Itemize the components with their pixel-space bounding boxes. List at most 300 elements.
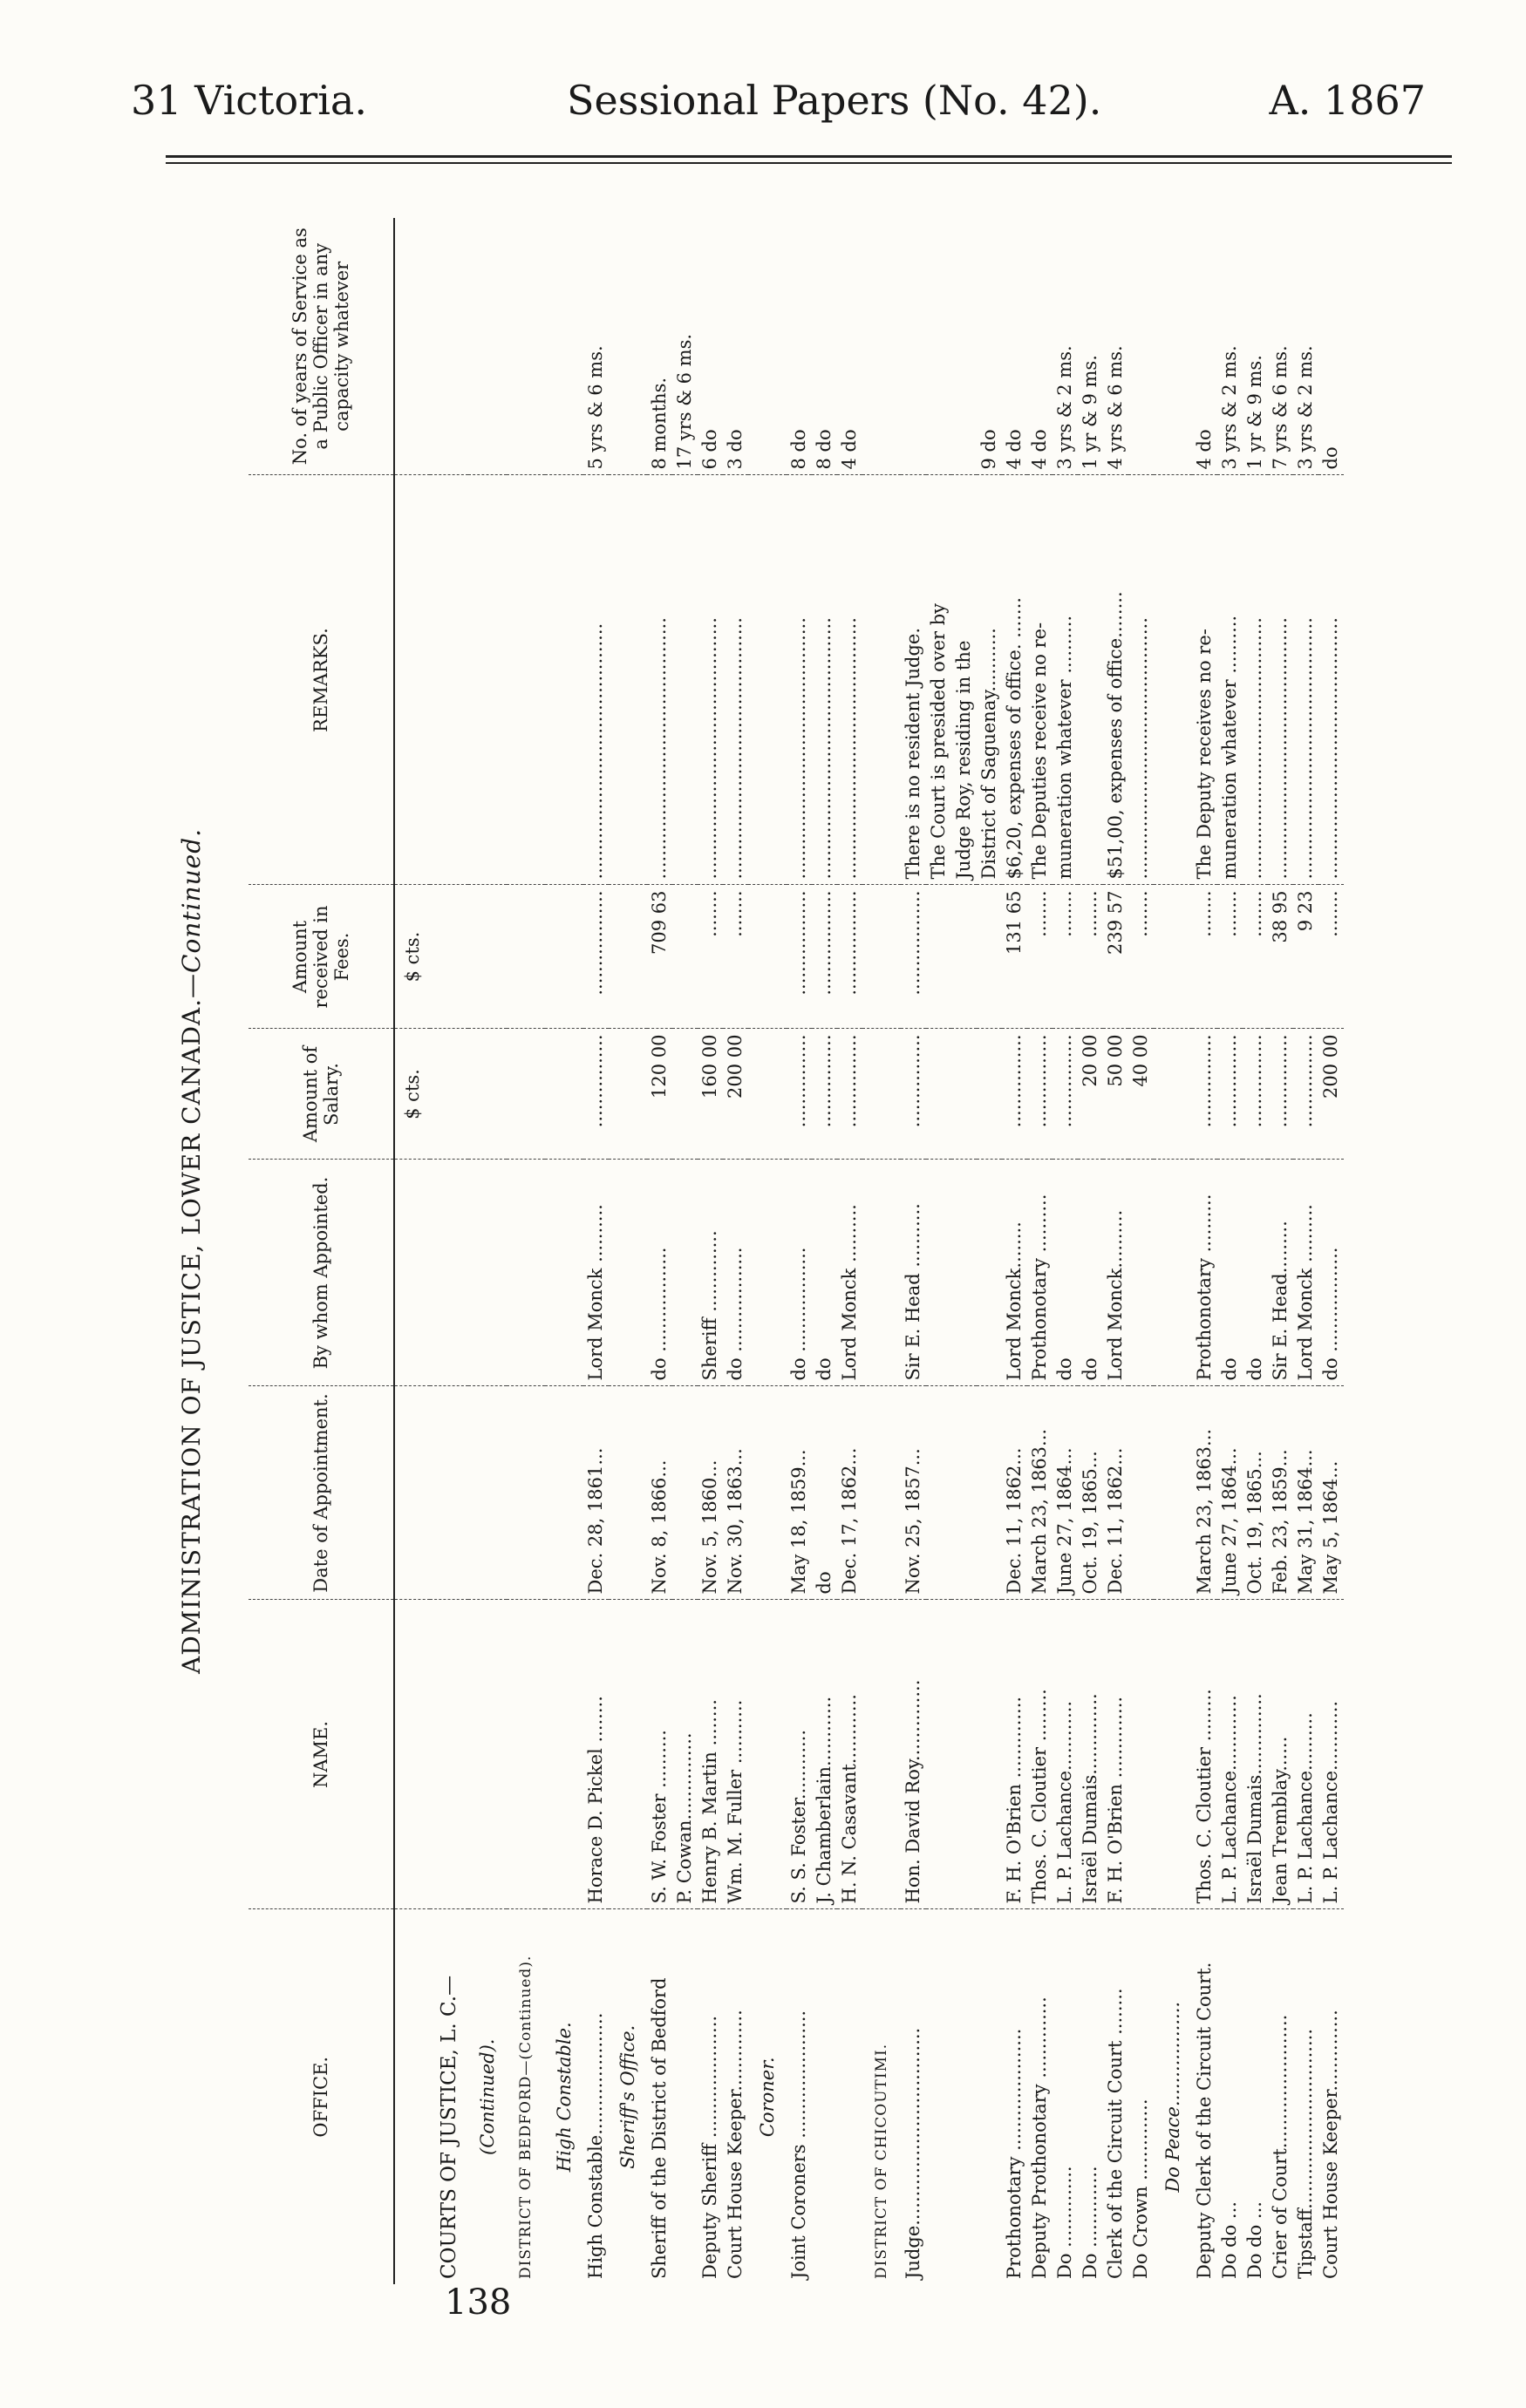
cell-name: L. P. Lachance.......... (1293, 1600, 1318, 1909)
cell-salary: ................ (1243, 1029, 1268, 1160)
cell-date: March 23, 1863... (1192, 1386, 1217, 1600)
cell-remarks (468, 475, 507, 885)
cell-years: 3 do (725, 429, 746, 470)
cell-by: Lord Monck.......... (1103, 1160, 1128, 1386)
cell-by: do (1053, 1160, 1078, 1386)
table-row (1268, 218, 1293, 2284)
table-row (1027, 218, 1053, 2284)
cell-name (545, 1600, 583, 1909)
cell-remarks: Judge Roy, residing in the (951, 475, 977, 885)
cell-fees (468, 885, 507, 1029)
cell-salary: ................ (812, 1029, 837, 1160)
cell-remarks: District of Saguenay........... (977, 475, 1002, 885)
col-fees: Amount received in Fees. (249, 885, 394, 1029)
cell-fees (1154, 885, 1192, 1029)
cell-by (951, 1160, 977, 1386)
table-row (1128, 218, 1154, 2284)
cell-by (977, 1160, 1002, 1386)
cell-name: L. P. Lachance............ (1053, 1600, 1078, 1909)
cell-years: 3 yrs & 2 ms. (1219, 345, 1240, 470)
cell-fees: ........ (1053, 885, 1078, 1029)
header-left: 31 Victoria. (131, 77, 367, 124)
cell-salary: 40 00 (1128, 1029, 1154, 1160)
cell-fees: 709 63 (647, 885, 672, 1029)
cell-remarks: muneration whatever .......... (1217, 475, 1243, 885)
cell-by: do .................. (647, 1160, 672, 1386)
table-row (926, 218, 951, 2284)
cell-fees: ........ (1217, 885, 1243, 1029)
cell-name: Israël Dumais.............. (1243, 1600, 1268, 1909)
table-row (748, 218, 787, 2284)
table-row (647, 218, 672, 2284)
cell-fees: .................. (837, 885, 862, 1029)
cell-by (609, 1160, 647, 1386)
cell-years (609, 218, 647, 475)
cell-by: Prothonotary .......... (1027, 1160, 1053, 1386)
table-row (1154, 218, 1192, 2284)
cell-office (812, 1909, 837, 2284)
cell-years: 4 do (1194, 429, 1215, 470)
cell-name (430, 1600, 468, 1909)
table-row (1318, 218, 1344, 2284)
cell-office (837, 1909, 862, 2284)
table-row (1217, 218, 1243, 2284)
cell-date: do (812, 1386, 837, 1600)
justice-table (249, 218, 1344, 2284)
cell-office: Tipstaff............................... (1293, 1909, 1318, 2284)
cell-salary (748, 1029, 787, 1160)
cell-salary: ................ (1192, 1029, 1217, 1160)
header-center: Sessional Papers (No. 42). (567, 77, 1102, 124)
cell-fees (430, 885, 468, 1029)
cell-remarks (545, 475, 583, 885)
cell-office: High Constable..................... (583, 1909, 609, 2284)
cell-years (430, 218, 468, 475)
cell-years: 3 yrs & 2 ms. (1054, 345, 1075, 470)
cell-remarks (672, 475, 698, 885)
table-row (1103, 218, 1128, 2284)
cell-date: Nov. 25, 1857... (901, 1386, 926, 1600)
cell-office: Judge.................................. (901, 1909, 926, 2284)
cell-fees: .................. (583, 885, 609, 1029)
table-row (1243, 218, 1268, 2284)
cell-salary: ................ (1053, 1029, 1078, 1160)
cell-salary: ................ (787, 1029, 812, 1160)
cell-name: S. W. Foster .......... (647, 1600, 672, 1909)
cell-date: May 31, 1864... (1293, 1386, 1318, 1600)
cell-salary: ................ (837, 1029, 862, 1160)
cell-office: Do do ... (1243, 1909, 1268, 2284)
cell-by: do .................. (1318, 1160, 1344, 1386)
cell-name: F. H. O'Brien .............. (1002, 1600, 1027, 1909)
cell-remarks: muneration whatever .......... (1053, 475, 1078, 885)
cell-remarks: The Deputy receives no re- (1192, 475, 1217, 885)
cell-name: S. S. Foster............ (787, 1600, 812, 1909)
cell-years (507, 218, 545, 475)
caption-main: ADMINISTRATION OF JUSTICE, LOWER CANADA.— (177, 972, 206, 1675)
cell-date: Dec. 17, 1862... (837, 1386, 862, 1600)
table-row (977, 218, 1002, 2284)
table-row (609, 218, 647, 2284)
cell-years: 9 do (978, 429, 999, 470)
cell-fees: .................. (812, 885, 837, 1029)
cell-years (1154, 218, 1192, 475)
cell-remarks: $6,20, expenses of office. ....... (1002, 475, 1027, 885)
cell-years: 4 do (1004, 429, 1025, 470)
cell-date: Dec. 11, 1862... (1103, 1386, 1128, 1600)
fees-unit: $ cts. (394, 885, 430, 1029)
cell-remarks: ............................................. (812, 475, 837, 885)
cell-salary: ................ (583, 1029, 609, 1160)
cell-name (1128, 1600, 1154, 1909)
cell-office: Do do ... (1217, 1909, 1243, 2284)
cell-fees: 9 23 (1293, 885, 1318, 1029)
cell-years: 6 do (699, 429, 720, 470)
cell-remarks (748, 475, 787, 885)
table-row (1192, 218, 1217, 2284)
cell-years (545, 218, 583, 475)
table-body (394, 218, 1344, 2284)
cell-years: 8 do (788, 429, 809, 470)
cell-fees (862, 885, 901, 1029)
cell-name: Jean Tremblay...... (1268, 1600, 1293, 1909)
cell-name: Wm. M. Fuller ........... (723, 1600, 748, 1909)
top-rule-thin (166, 162, 1452, 164)
cell-years: 4 do (839, 429, 860, 470)
table-row (1002, 218, 1027, 2284)
cell-salary (1154, 1029, 1192, 1160)
cell-remarks: ............................................. (723, 475, 748, 885)
cell-office: COURTS OF JUSTICE, L. C.— (430, 1909, 468, 2284)
cell-office: Do .............. (1053, 1909, 1078, 2284)
cell-fees: ........ (1027, 885, 1053, 1029)
rotated-table-region (166, 218, 1452, 2284)
cell-office: Court House Keeper.............. (723, 1909, 748, 2284)
cell-years (862, 218, 901, 475)
cell-remarks: ............................................ (583, 475, 609, 885)
cell-date (545, 1386, 583, 1600)
table-row (1053, 218, 1078, 2284)
cell-by: Lord Monck .......... (837, 1160, 862, 1386)
cell-office: DISTRICT OF CHICOUTIMI. (862, 1909, 901, 2284)
cell-salary (951, 1029, 977, 1160)
cell-by: do (812, 1160, 837, 1386)
table-row (787, 218, 812, 2284)
cell-name (926, 1600, 951, 1909)
cell-name: Henry B. Martin ........ (698, 1600, 723, 1909)
cell-office (977, 1909, 1002, 2284)
cell-remarks: The Deputies receive no re- (1027, 475, 1053, 885)
cell-by: Prothonotary .......... (1192, 1160, 1217, 1386)
cell-remarks: ............................................. (1318, 475, 1344, 885)
cell-fees: ........ (698, 885, 723, 1029)
cell-years: 1 yr & 9 ms. (1080, 355, 1100, 470)
cell-name (609, 1600, 647, 1909)
cell-office: Clerk of the Circuit Court ........ (1103, 1909, 1128, 2284)
cell-salary (609, 1029, 647, 1160)
cell-years: 4 yrs & 6 ms. (1105, 345, 1126, 470)
cell-by (1154, 1160, 1192, 1386)
table-row (468, 218, 507, 2284)
cell-by (862, 1160, 901, 1386)
cell-years: 1 yr & 9 ms. (1244, 355, 1265, 470)
cell-name: F. H. O'Brien .............. (1103, 1600, 1128, 1909)
cell-name: L. P. Lachance............ (1318, 1600, 1344, 1909)
cell-by (468, 1160, 507, 1386)
cell-fees: .................. (901, 885, 926, 1029)
cell-remarks (609, 475, 647, 885)
cell-salary (672, 1029, 698, 1160)
cell-name (507, 1600, 545, 1909)
cell-salary (862, 1029, 901, 1160)
cell-salary (926, 1029, 951, 1160)
cell-by: Sheriff .............. (698, 1160, 723, 1386)
cell-office (951, 1909, 977, 2284)
cell-fees: 239 57 (1103, 885, 1128, 1029)
cell-fees (609, 885, 647, 1029)
cell-fees: .................. (787, 885, 812, 1029)
cell-office: (Continued). (468, 1909, 507, 2284)
cell-fees (748, 885, 787, 1029)
cell-by (507, 1160, 545, 1386)
cell-office: Do Peace.................. (1154, 1909, 1192, 2284)
cell-date (977, 1386, 1002, 1600)
cell-office: Deputy Prothonotary .............. (1027, 1909, 1053, 2284)
cell-name: Thos. C. Cloutier ......... (1027, 1600, 1053, 1909)
cell-by (1128, 1160, 1154, 1386)
cell-date (672, 1386, 698, 1600)
cell-date (609, 1386, 647, 1600)
cell-by (545, 1160, 583, 1386)
cell-remarks: ............................................. (647, 475, 672, 885)
cell-date (507, 1386, 545, 1600)
cell-salary: 200 00 (723, 1029, 748, 1160)
cell-salary (468, 1029, 507, 1160)
cell-remarks (862, 475, 901, 885)
cell-date: Oct. 19, 1865... (1078, 1386, 1103, 1600)
cell-name (468, 1600, 507, 1909)
cell-date (951, 1386, 977, 1600)
cell-salary: 50 00 (1103, 1029, 1128, 1160)
cell-date (748, 1386, 787, 1600)
cell-date (1154, 1386, 1192, 1600)
table-row (901, 218, 926, 2284)
cell-years (1128, 218, 1154, 475)
table-row (583, 218, 609, 2284)
page-number: 138 (445, 2282, 512, 2323)
col-date: Date of Appointment. (249, 1386, 394, 1600)
cell-years: 5 yrs & 6 ms. (585, 345, 606, 470)
cell-name (977, 1600, 1002, 1909)
col-office: OFFICE. (249, 1909, 394, 2284)
cell-salary: ................ (1027, 1029, 1053, 1160)
cell-remarks: ............................................. (837, 475, 862, 885)
cell-name: Hon. David Roy.............. (901, 1600, 926, 1909)
cell-remarks (507, 475, 545, 885)
cell-by: Sir E. Head ........... (901, 1160, 926, 1386)
col-by-whom: By whom Appointed. (249, 1160, 394, 1386)
cell-remarks: ............................................. (1128, 475, 1154, 885)
table-caption (166, 218, 218, 2284)
cell-salary (507, 1029, 545, 1160)
cell-office: Court House Keeper.............. (1318, 1909, 1344, 2284)
cell-salary (545, 1029, 583, 1160)
cell-date (468, 1386, 507, 1600)
units-row (394, 218, 430, 2284)
cell-office: Coroner. (748, 1909, 787, 2284)
cell-salary: ................ (901, 1029, 926, 1160)
table-row (1078, 218, 1103, 2284)
cell-office: Deputy Sheriff ..................... (698, 1909, 723, 2284)
table-row (507, 218, 545, 2284)
cell-fees: ........ (1078, 885, 1103, 1029)
cell-fees: 131 65 (1002, 885, 1027, 1029)
table-row (812, 218, 837, 2284)
table-row (1293, 218, 1318, 2284)
cell-by: do (1217, 1160, 1243, 1386)
cell-years (748, 218, 787, 475)
cell-office: Crier of Court....................... (1268, 1909, 1293, 2284)
cell-name (951, 1600, 977, 1909)
cell-remarks: The Court is presided over by (926, 475, 951, 885)
table-row (862, 218, 901, 2284)
cell-years (468, 218, 507, 475)
col-remarks: REMARKS. (249, 475, 394, 885)
cell-by (672, 1160, 698, 1386)
cell-salary: ................ (1217, 1029, 1243, 1160)
cell-years: do (1320, 446, 1341, 470)
cell-remarks: ............................................. (698, 475, 723, 885)
cell-remarks (430, 475, 468, 885)
top-rule (166, 155, 1452, 158)
cell-salary: ................ (1002, 1029, 1027, 1160)
cell-by: do (1078, 1160, 1103, 1386)
cell-fees (951, 885, 977, 1029)
cell-date (926, 1386, 951, 1600)
cell-date (430, 1386, 468, 1600)
cell-office (672, 1909, 698, 2284)
cell-name: H. N. Casavant............ (837, 1600, 862, 1909)
col-salary: Amount of Salary. (249, 1029, 394, 1160)
cell-years: 4 do (1029, 429, 1050, 470)
table-row (837, 218, 862, 2284)
cell-salary: 200 00 (1318, 1029, 1344, 1160)
cell-office: High Constable. (545, 1909, 583, 2284)
cell-office: Sheriff of the District of Bedford (647, 1909, 672, 2284)
cell-years: 8 months. (649, 377, 670, 470)
cell-remarks: There is no resident Judge. (901, 475, 926, 885)
cell-fees (926, 885, 951, 1029)
cell-fees (545, 885, 583, 1029)
cell-office: Prothonotary ..................... (1002, 1909, 1027, 2284)
cell-by (926, 1160, 951, 1386)
table-row (672, 218, 698, 2284)
cell-name: Israël Dumais.............. (1078, 1600, 1103, 1909)
table-row (698, 218, 723, 2284)
cell-remarks: ............................................. (1293, 475, 1318, 885)
cell-date: May 5, 1864... (1318, 1386, 1344, 1600)
cell-fees (672, 885, 698, 1029)
cell-date: Nov. 30, 1863... (723, 1386, 748, 1600)
cell-office: Do Crown .............. (1128, 1909, 1154, 2284)
cell-name: Thos. C. Cloutier ......... (1192, 1600, 1217, 1909)
cell-office: Sheriff's Office. (609, 1909, 647, 2284)
cell-name: J. Chamberlain............ (812, 1600, 837, 1909)
cell-fees (507, 885, 545, 1029)
cell-salary: 120 00 (647, 1029, 672, 1160)
caption-continued: Continued. (177, 827, 206, 973)
cell-name: P. Cowan............... (672, 1600, 698, 1909)
header-right: A. 1867 (1269, 77, 1426, 124)
cell-by (748, 1160, 787, 1386)
cell-date: Dec. 28, 1861... (583, 1386, 609, 1600)
cell-date: Nov. 5, 1860... (698, 1386, 723, 1600)
cell-name: L. P. Lachance............. (1217, 1600, 1243, 1909)
cell-fees: 38 95 (1268, 885, 1293, 1029)
cell-years: 3 yrs & 2 ms. (1295, 345, 1316, 470)
cell-salary (430, 1029, 468, 1160)
cell-office: Deputy Clerk of the Circuit Court. (1192, 1909, 1217, 2284)
cell-years (951, 218, 977, 475)
cell-date: Nov. 8, 1866... (647, 1386, 672, 1600)
cell-name (1154, 1600, 1192, 1909)
cell-date: Feb. 23, 1859... (1268, 1386, 1293, 1600)
cell-fees: ........ (1128, 885, 1154, 1029)
cell-years (901, 218, 926, 475)
cell-date: March 23, 1863... (1027, 1386, 1053, 1600)
cell-date: June 27, 1864... (1053, 1386, 1078, 1600)
cell-remarks: ............................................. (1268, 475, 1293, 885)
cell-office: Joint Coroners ...................... (787, 1909, 812, 2284)
cell-remarks: ............................................. (1243, 475, 1268, 885)
cell-fees (977, 885, 1002, 1029)
cell-fees: ........ (723, 885, 748, 1029)
cell-years (926, 218, 951, 475)
col-name: NAME. (249, 1600, 394, 1909)
cell-fees: ........ (1192, 885, 1217, 1029)
cell-office: DISTRICT OF BEDFORD—(Continued). (507, 1909, 545, 2284)
cell-date: June 27, 1864... (1217, 1386, 1243, 1600)
cell-name: Horace D. Pickel ........ (583, 1600, 609, 1909)
cell-salary: 20 00 (1078, 1029, 1103, 1160)
cell-remarks (1078, 475, 1103, 885)
cell-fees: ........ (1243, 885, 1268, 1029)
cell-date (862, 1386, 901, 1600)
cell-date (1128, 1386, 1154, 1600)
table-row (545, 218, 583, 2284)
cell-office: Do .............. (1078, 1909, 1103, 2284)
table-row (723, 218, 748, 2284)
cell-name (862, 1600, 901, 1909)
cell-by: Sir E. Head......... (1268, 1160, 1293, 1386)
cell-name (748, 1600, 787, 1909)
cell-salary: 160 00 (698, 1029, 723, 1160)
cell-years: 17 yrs & 6 ms. (674, 333, 695, 470)
table-row (430, 218, 468, 2284)
cell-salary: ................ (1293, 1029, 1318, 1160)
col-years: No. of years of Service as a Public Officer in any capacity whatever (249, 218, 394, 475)
cell-fees: ........ (1318, 885, 1344, 1029)
cell-remarks: $51,00, expenses of office........ (1103, 475, 1128, 885)
cell-years: 8 do (814, 429, 835, 470)
cell-salary (977, 1029, 1002, 1160)
cell-salary: ................ (1268, 1029, 1293, 1160)
cell-by: do (1243, 1160, 1268, 1386)
cell-date: Dec. 11, 1862... (1002, 1386, 1027, 1600)
cell-by: Lord Monck .......... (1293, 1160, 1318, 1386)
header-row (249, 218, 394, 2284)
cell-by (430, 1160, 468, 1386)
